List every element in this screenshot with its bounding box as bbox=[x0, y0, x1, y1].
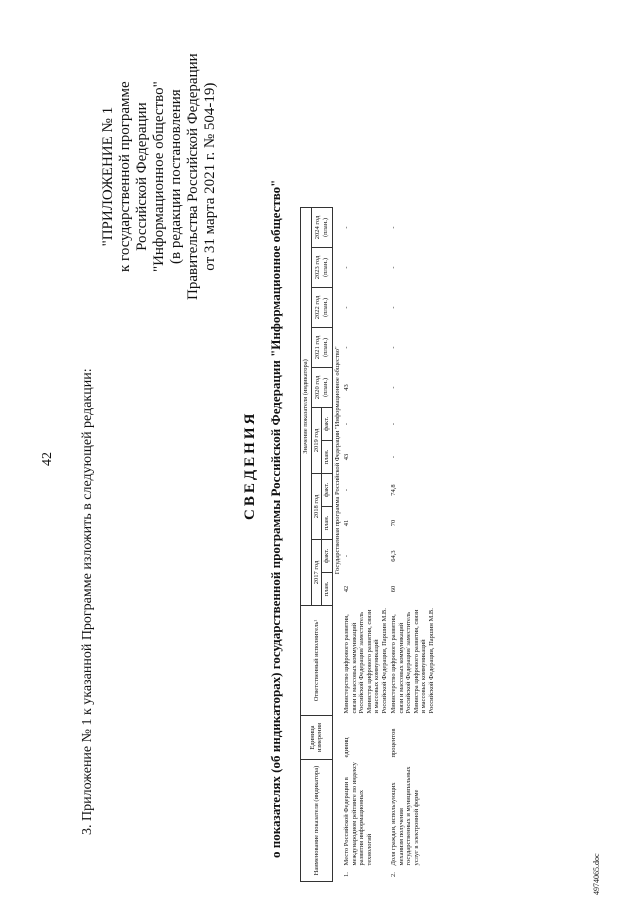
value-cell: - bbox=[390, 346, 397, 349]
value-cell: - bbox=[343, 488, 350, 492]
header-executor: Ответственный исполнитель¹ bbox=[301, 606, 333, 716]
table-row bbox=[342, 39, 389, 882]
header-plan: план. bbox=[322, 441, 333, 474]
value-cell: 74,8 bbox=[390, 484, 397, 496]
unit-cell: процентов bbox=[390, 728, 397, 758]
indicator-name: Доля граждан, использующих механизм получения государственных и муниципальных услуг в электронной форме bbox=[390, 766, 420, 866]
executor-cell: Министерство цифрового развития, связи и массовых коммуникаций Российской Федерации/ заместитель Министра цифрового развития, связи и массовых коммуникаций Российской Федерации, Паршин М.В. bbox=[390, 608, 435, 714]
header-2019: 2019 год bbox=[311, 408, 322, 474]
appendix-line: "Информационное общество" bbox=[151, 81, 167, 273]
value-cell: - bbox=[343, 554, 350, 558]
header-2017: 2017 год bbox=[311, 540, 322, 606]
header-plan: план. bbox=[322, 507, 333, 540]
instruction-text: 3. Приложение № 1 к указанной Программе изложить в следующей редакции: bbox=[80, 368, 95, 835]
appendix-line: Российской Федерации bbox=[134, 102, 150, 251]
header-values: Значение показателя (индикатора) bbox=[301, 208, 312, 606]
program-row-label: Государственная программа Российской Федерации "Информационное общество" bbox=[333, 346, 341, 575]
value-cell: - bbox=[343, 422, 350, 426]
header-2023: 2023 год (план.) bbox=[311, 248, 332, 288]
value-cell: - bbox=[390, 226, 397, 229]
header-2022: 2022 год (план.) bbox=[311, 288, 332, 328]
table-row bbox=[389, 39, 436, 882]
table-body bbox=[332, 39, 436, 882]
header-fact: факт. bbox=[322, 540, 333, 573]
appendix-line: к государственной программе bbox=[117, 81, 133, 272]
value-cell: - bbox=[343, 266, 350, 269]
value-cell: - bbox=[343, 346, 350, 349]
row-number: 1. bbox=[343, 872, 350, 877]
value-cell: 70 bbox=[390, 519, 397, 527]
appendix-line: (в редакции постановления bbox=[168, 89, 184, 264]
value-cell: 41 bbox=[343, 519, 350, 527]
document-title: СВЕДЕНИЯ bbox=[242, 410, 258, 520]
value-cell: - bbox=[343, 306, 350, 309]
appendix-line: Правительства Российской Федерации bbox=[185, 53, 201, 300]
appendix-line: от 31 марта 2021 г. № 504-19) bbox=[202, 82, 218, 271]
value-cell: - bbox=[390, 455, 397, 459]
document-subtitle: о показателях (об индикаторах) государственной программы Российской Федерации "Информационное общество" bbox=[268, 179, 283, 858]
header-fact: факт. bbox=[322, 408, 333, 441]
executor-cell: Министерство цифрового развития, связи и массовых коммуникаций Российской Федерации/ заместитель Министра цифрового развития, связи и массовых коммуникаций Российской Федерации, Паршин М.В. bbox=[343, 608, 388, 714]
header-2020: 2020 год (план.) bbox=[311, 368, 332, 408]
appendix-lines bbox=[100, 53, 219, 300]
header-unit: Единица измерения bbox=[301, 716, 333, 760]
indicators-table-container bbox=[300, 39, 630, 882]
value-cell: - bbox=[343, 226, 350, 229]
header-2024: 2024 год (план.) bbox=[311, 208, 332, 248]
appendix-block bbox=[100, 53, 219, 300]
header-2018: 2018 год bbox=[311, 474, 322, 540]
value-cell: 43 bbox=[343, 384, 350, 391]
value-cell: - bbox=[390, 386, 397, 389]
value-cell: 42 bbox=[343, 585, 350, 593]
value-cell: 64,3 bbox=[390, 550, 397, 562]
header-fact: факт. bbox=[322, 474, 333, 507]
header-2021: 2021 год (план.) bbox=[311, 328, 332, 368]
doc-id: 4974065.doc bbox=[592, 853, 601, 895]
header-name: Наименование показателя (индикатора) bbox=[301, 760, 333, 882]
value-cell: - bbox=[390, 422, 397, 426]
page-number: 42 bbox=[40, 452, 55, 466]
header-plan: план. bbox=[322, 573, 333, 606]
indicators-table bbox=[300, 39, 436, 882]
value-cell: 60 bbox=[390, 585, 397, 593]
value-cell: - bbox=[390, 306, 397, 309]
unit-cell: единиц bbox=[343, 737, 350, 758]
value-cell: - bbox=[390, 266, 397, 269]
indicator-name: Место Российской Федерации в международном рейтинге по индексу развития информационных технологий bbox=[343, 762, 373, 866]
row-number: 2. bbox=[390, 872, 397, 877]
value-cell: 43 bbox=[343, 453, 350, 461]
appendix-line: "ПРИЛОЖЕНИЕ № 1 bbox=[100, 106, 116, 247]
